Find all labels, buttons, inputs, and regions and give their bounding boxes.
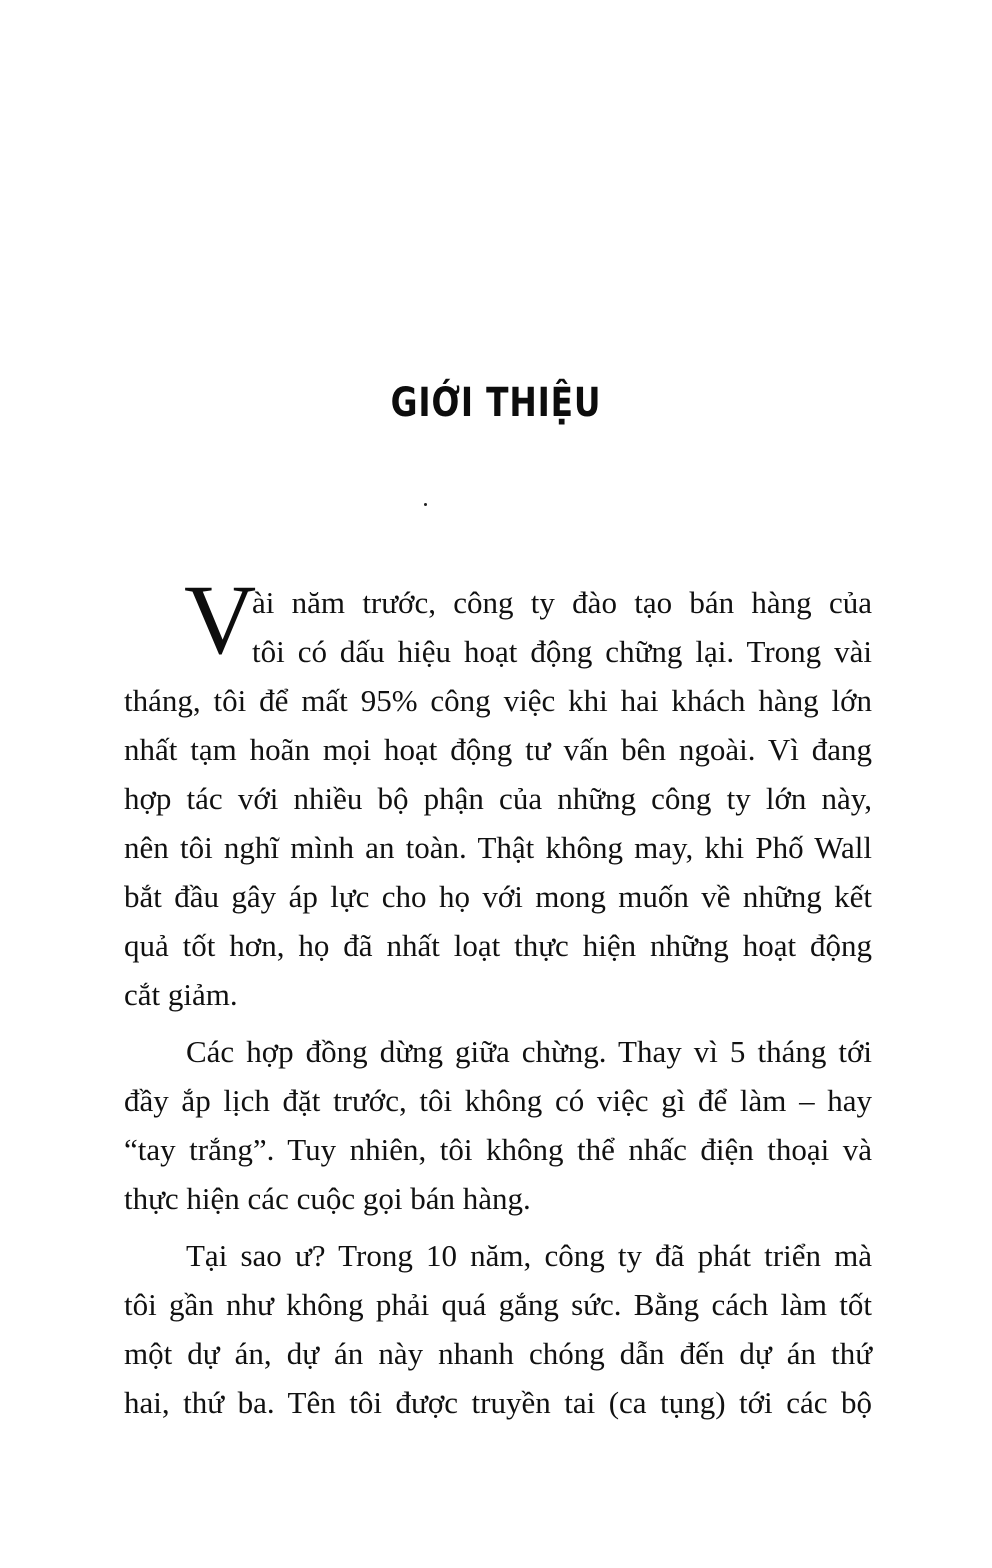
- text-line: tôi gần như không phải quá gắng sức. Bằng cách làm tốt: [124, 1287, 872, 1322]
- body-text: [124, 564, 872, 1435]
- text-line: đầy ắp lịch đặt trước, tôi không có việc gì để làm – hay: [124, 1083, 872, 1118]
- chapter-title: GIỚI THIỆU: [390, 380, 602, 426]
- text-line: hai, thứ ba. Tên tôi được truyền tai (ca tụng) tới các bộ: [124, 1385, 872, 1420]
- paragraph-1: [124, 564, 872, 1019]
- text-line: “tay trắng”. Tuy nhiên, tôi không thể nhấc điện thoại và: [124, 1132, 872, 1167]
- text-line: tôi có dấu hiệu hoạt động chững lại. Trong vài: [252, 634, 872, 669]
- text-line: bắt đầu gây áp lực cho họ với mong muốn về những kết: [124, 879, 872, 914]
- text-line: Tại sao ư? Trong 10 năm, công ty đã phát triển mà: [186, 1238, 872, 1273]
- text-line: quả tốt hơn, họ đã nhất loạt thực hiện những hoạt động: [124, 928, 872, 963]
- text-line: Các hợp đồng dừng giữa chừng. Thay vì 5 tháng tới: [186, 1034, 872, 1069]
- text-line: một dự án, dự án này nhanh chóng dẫn đến dự án thứ: [124, 1336, 872, 1371]
- text-line: nhất tạm hoãn mọi hoạt động tư vấn bên ngoài. Vì đang: [124, 732, 872, 767]
- drop-cap: V: [184, 564, 257, 675]
- text-line: cắt giảm.: [124, 977, 238, 1012]
- text-line: hợp tác với nhiều bộ phận của những công ty lớn này,: [124, 781, 872, 816]
- ornament-dot: [424, 503, 427, 506]
- paragraph-3: [124, 1231, 872, 1427]
- text-line: tháng, tôi để mất 95% công việc khi hai khách hàng lớn: [124, 683, 872, 718]
- text-line: nên tôi nghĩ mình an toàn. Thật không may, khi Phố Wall: [124, 830, 872, 865]
- text-line: ài năm trước, công ty đào tạo bán hàng của: [252, 585, 872, 620]
- paragraph-2: [124, 1027, 872, 1223]
- text-line: thực hiện các cuộc gọi bán hàng.: [124, 1181, 531, 1216]
